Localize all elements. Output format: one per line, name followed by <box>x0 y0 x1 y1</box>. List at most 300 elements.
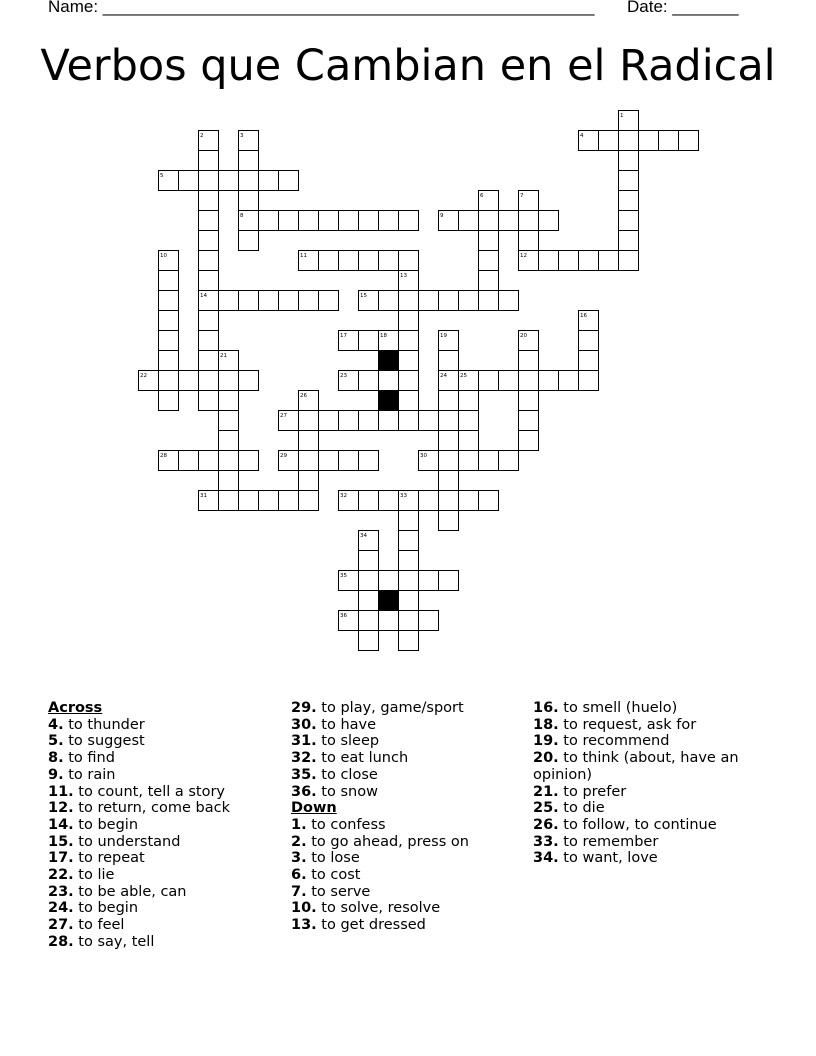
cell-number: 6 <box>480 193 484 199</box>
grid-cell[interactable] <box>219 471 239 491</box>
grid-cell[interactable] <box>319 251 339 271</box>
clue-item <box>533 700 768 717</box>
clue-number: 13. <box>291 917 317 934</box>
grid-cell[interactable] <box>359 491 379 511</box>
cell-number: 12 <box>520 253 527 259</box>
grid-cell[interactable] <box>159 351 179 371</box>
grid-cell[interactable] <box>359 591 379 611</box>
across-heading: Across <box>48 700 103 716</box>
clue-text: to eat lunch <box>321 750 409 767</box>
grid-cell[interactable] <box>339 451 359 471</box>
grid-cell[interactable] <box>619 131 639 151</box>
clue-item <box>291 884 521 901</box>
clue-item <box>48 867 278 884</box>
grid-cell[interactable] <box>659 131 679 151</box>
grid-cell[interactable] <box>339 211 359 231</box>
clue-number: 35. <box>291 766 317 783</box>
black-square <box>379 391 399 411</box>
grid-cell[interactable] <box>399 411 419 431</box>
grid-cell[interactable] <box>519 211 539 231</box>
grid-cell[interactable] <box>459 491 479 511</box>
grid-cell[interactable] <box>479 371 499 391</box>
grid-cell[interactable] <box>239 371 259 391</box>
clue-number: 25. <box>533 800 559 817</box>
grid-cell[interactable] <box>279 291 299 311</box>
grid-cell[interactable] <box>299 211 319 231</box>
clue-text: to solve, resolve <box>321 900 441 917</box>
grid-cell[interactable] <box>399 591 419 611</box>
clue-item <box>48 750 278 767</box>
cell-number: 9 <box>440 213 444 219</box>
clue-item <box>48 784 278 801</box>
grid-cell[interactable] <box>519 431 539 451</box>
clue-text: to prefer <box>563 783 627 800</box>
clue-number: 19. <box>533 733 559 750</box>
clue-text: to begin <box>78 816 139 833</box>
clue-number: 9. <box>48 766 64 783</box>
clue-column-3 <box>533 700 768 867</box>
grid-cell[interactable] <box>239 451 259 471</box>
clue-number: 34. <box>533 850 559 867</box>
cell-number: 34 <box>360 533 367 539</box>
clue-text: to suggest <box>68 733 145 750</box>
grid-cell[interactable] <box>399 631 419 651</box>
grid-cell[interactable] <box>579 331 599 351</box>
cell-number: 11 <box>300 253 307 259</box>
clue-number: 26. <box>533 816 559 833</box>
clue-text: to think (about, have an opinion) <box>533 750 739 783</box>
clue-number: 7. <box>291 883 307 900</box>
grid-cell[interactable] <box>519 231 539 251</box>
cell-number: 3 <box>240 133 244 139</box>
cell-number: 22 <box>140 373 147 379</box>
grid-cell[interactable] <box>519 391 539 411</box>
clue-item <box>48 917 278 934</box>
clue-text: to repeat <box>78 850 145 867</box>
clue-text: to die <box>563 800 605 817</box>
clue-item <box>291 717 521 734</box>
grid-cell[interactable] <box>459 291 479 311</box>
grid-cell[interactable] <box>199 171 219 191</box>
grid-cell[interactable] <box>319 211 339 231</box>
cell-number: 10 <box>160 253 167 259</box>
clue-text: to request, ask for <box>563 716 697 733</box>
grid-cell[interactable] <box>359 371 379 391</box>
cell-number: 35 <box>340 573 347 579</box>
name-field-label: Name: ____________________________________________________ <box>48 0 595 16</box>
clue-number: 4. <box>48 716 64 733</box>
grid-cell[interactable] <box>239 491 259 511</box>
grid-cell[interactable] <box>539 251 559 271</box>
grid-cell[interactable] <box>519 351 539 371</box>
grid-cell[interactable] <box>319 411 339 431</box>
clue-number: 28. <box>48 933 74 950</box>
clue-number: 12. <box>48 800 74 817</box>
grid-cell[interactable] <box>399 371 419 391</box>
grid-cell[interactable] <box>579 251 599 271</box>
grid-cell[interactable] <box>199 391 219 411</box>
cell-number: 21 <box>220 353 227 359</box>
clue-number: 2. <box>291 833 307 850</box>
grid-cell[interactable] <box>679 131 699 151</box>
page-title: Verbos que Cambian en el Radical <box>40 41 776 91</box>
clue-item <box>48 717 278 734</box>
clue-item <box>533 817 768 834</box>
grid-cell[interactable] <box>199 251 219 271</box>
grid-cell[interactable] <box>399 511 419 531</box>
cell-number: 18 <box>380 333 387 339</box>
grid-cell[interactable] <box>319 451 339 471</box>
clue-item <box>291 850 521 867</box>
clue-text: to remember <box>563 833 659 850</box>
clue-item <box>291 784 521 801</box>
grid-cell[interactable] <box>399 291 419 311</box>
grid-cell[interactable] <box>179 451 199 471</box>
grid-cell[interactable] <box>619 251 639 271</box>
grid-cell[interactable] <box>239 151 259 171</box>
grid-cell[interactable] <box>339 411 359 431</box>
clue-number: 17. <box>48 850 74 867</box>
clue-item <box>533 850 768 867</box>
clue-item <box>291 700 521 717</box>
grid-cell[interactable] <box>459 391 479 411</box>
grid-cell[interactable] <box>359 411 379 431</box>
grid-cell[interactable] <box>359 551 379 571</box>
grid-cell[interactable] <box>539 211 559 231</box>
grid-cell[interactable] <box>579 351 599 371</box>
clue-item <box>48 767 278 784</box>
grid-cell[interactable] <box>419 291 439 311</box>
grid-cell[interactable] <box>199 351 219 371</box>
clue-number: 15. <box>48 833 74 850</box>
clue-item <box>533 717 768 734</box>
grid-cell[interactable] <box>299 491 319 511</box>
clue-item <box>48 733 278 750</box>
clue-text: to recommend <box>563 733 670 750</box>
clue-number: 33. <box>533 833 559 850</box>
clue-number: 11. <box>48 783 74 800</box>
cell-number: 27 <box>280 413 287 419</box>
grid-cell[interactable] <box>199 371 219 391</box>
grid-cell[interactable] <box>279 211 299 231</box>
grid-cell[interactable] <box>459 211 479 231</box>
grid-cell[interactable] <box>219 291 239 311</box>
grid-cell[interactable] <box>599 251 619 271</box>
clue-item <box>48 834 278 851</box>
grid-cell[interactable] <box>319 291 339 311</box>
grid-cell[interactable] <box>419 571 439 591</box>
grid-cell[interactable] <box>359 211 379 231</box>
grid-cell[interactable] <box>499 291 519 311</box>
clue-number: 18. <box>533 716 559 733</box>
grid-cell[interactable] <box>399 251 419 271</box>
clue-item <box>48 800 278 817</box>
clue-text: to close <box>321 766 378 783</box>
cell-number: 1 <box>620 113 624 119</box>
clue-number: 22. <box>48 867 74 884</box>
grid-cell[interactable] <box>519 411 539 431</box>
cell-number: 28 <box>160 453 167 459</box>
grid-cell[interactable] <box>439 451 459 471</box>
grid-cell[interactable] <box>519 371 539 391</box>
grid-cell[interactable] <box>239 171 259 191</box>
grid-cell[interactable] <box>619 211 639 231</box>
grid-cell[interactable] <box>219 411 239 431</box>
cell-number: 14 <box>200 293 207 299</box>
down-heading: Down <box>291 800 337 817</box>
grid-cell[interactable] <box>179 371 199 391</box>
clue-text: to have <box>321 716 377 733</box>
grid-cell[interactable] <box>219 371 239 391</box>
cell-number: 31 <box>200 493 207 499</box>
clue-number: 8. <box>48 750 64 767</box>
grid-cell[interactable] <box>439 511 459 531</box>
grid-cell[interactable] <box>439 491 459 511</box>
grid-cell[interactable] <box>299 411 319 431</box>
clue-text: to return, come back <box>78 800 230 817</box>
grid-cell[interactable] <box>199 211 219 231</box>
cell-number: 13 <box>400 273 407 279</box>
clue-text: to want, love <box>563 850 658 867</box>
black-square <box>379 351 399 371</box>
grid-cell[interactable] <box>159 371 179 391</box>
grid-cell[interactable] <box>179 171 199 191</box>
grid-cell[interactable] <box>439 391 459 411</box>
clue-text: to begin <box>78 900 139 917</box>
grid-cell[interactable] <box>439 431 459 451</box>
grid-cell[interactable] <box>239 291 259 311</box>
grid-cell[interactable] <box>479 231 499 251</box>
grid-cell[interactable] <box>359 571 379 591</box>
grid-cell[interactable] <box>479 451 499 471</box>
grid-cell[interactable] <box>279 171 299 191</box>
clue-number: 1. <box>291 816 307 833</box>
black-square <box>379 591 399 611</box>
clue-item <box>533 800 768 817</box>
grid-cell[interactable] <box>219 431 239 451</box>
grid-cell[interactable] <box>199 231 219 251</box>
grid-cell[interactable] <box>619 171 639 191</box>
grid-cell[interactable] <box>259 171 279 191</box>
grid-cell[interactable] <box>479 271 499 291</box>
clue-text: to confess <box>311 816 386 833</box>
grid-cell[interactable] <box>219 391 239 411</box>
clue-item <box>48 817 278 834</box>
grid-cell[interactable] <box>599 131 619 151</box>
grid-cell[interactable] <box>399 571 419 591</box>
grid-cell[interactable] <box>199 331 219 351</box>
grid-cell[interactable] <box>379 371 399 391</box>
grid-cell[interactable] <box>359 251 379 271</box>
grid-cell[interactable] <box>399 331 419 351</box>
grid-cell[interactable] <box>299 451 319 471</box>
grid-cell[interactable] <box>439 571 459 591</box>
grid-cell[interactable] <box>459 411 479 431</box>
clue-text: to rain <box>68 766 116 783</box>
grid-cell[interactable] <box>399 531 419 551</box>
cell-number: 36 <box>340 613 347 619</box>
grid-cell[interactable] <box>419 411 439 431</box>
grid-cell[interactable] <box>379 251 399 271</box>
grid-cell[interactable] <box>239 191 259 211</box>
grid-cell[interactable] <box>379 291 399 311</box>
clue-number: 23. <box>48 883 74 900</box>
cell-number: 32 <box>340 493 347 499</box>
grid-cell[interactable] <box>619 151 639 171</box>
clue-text: to snow <box>321 783 378 800</box>
grid-cell[interactable] <box>399 391 419 411</box>
cell-number: 25 <box>460 373 467 379</box>
clue-item <box>48 934 278 951</box>
cell-number: 33 <box>400 493 407 499</box>
cell-number: 24 <box>440 373 447 379</box>
grid-cell[interactable] <box>499 371 519 391</box>
cell-number: 4 <box>580 133 584 139</box>
grid-cell[interactable] <box>479 491 499 511</box>
clue-text: to be able, can <box>78 883 187 900</box>
grid-cell[interactable] <box>399 311 419 331</box>
grid-cell[interactable] <box>499 211 519 231</box>
clue-item <box>48 850 278 867</box>
grid-cell[interactable] <box>299 431 319 451</box>
grid-cell[interactable] <box>639 131 659 151</box>
grid-cell[interactable] <box>439 291 459 311</box>
grid-cell[interactable] <box>559 371 579 391</box>
grid-cell[interactable] <box>159 291 179 311</box>
grid-cell[interactable] <box>299 471 319 491</box>
grid-cell[interactable] <box>159 391 179 411</box>
clue-column-2 <box>291 700 521 934</box>
cell-number: 20 <box>520 333 527 339</box>
clue-item <box>291 917 521 934</box>
grid-cell[interactable] <box>379 611 399 631</box>
grid-cell[interactable] <box>219 491 239 511</box>
clue-column-1 <box>48 700 278 951</box>
grid-cell[interactable] <box>239 231 259 251</box>
grid-cell[interactable] <box>359 631 379 651</box>
clue-item <box>533 750 768 783</box>
grid-cell[interactable] <box>619 231 639 251</box>
grid-cell[interactable] <box>199 451 219 471</box>
grid-cell[interactable] <box>159 271 179 291</box>
cell-number: 29 <box>280 453 287 459</box>
grid-cell[interactable] <box>279 491 299 511</box>
clue-number: 10. <box>291 900 317 917</box>
grid-cell[interactable] <box>259 211 279 231</box>
grid-cell[interactable] <box>159 331 179 351</box>
clue-text: to thunder <box>68 716 145 733</box>
grid-cell[interactable] <box>459 451 479 471</box>
grid-cell[interactable] <box>359 331 379 351</box>
grid-cell[interactable] <box>159 311 179 331</box>
grid-cell[interactable] <box>379 571 399 591</box>
clue-number: 14. <box>48 816 74 833</box>
grid-cell[interactable] <box>379 211 399 231</box>
grid-cell[interactable] <box>439 351 459 371</box>
grid-cell[interactable] <box>259 291 279 311</box>
clue-text: to smell (huelo) <box>563 700 678 716</box>
grid-cell[interactable] <box>379 411 399 431</box>
clue-text: to get dressed <box>321 917 426 934</box>
clue-text: to understand <box>78 833 181 850</box>
grid-cell[interactable] <box>259 491 279 511</box>
grid-cell[interactable] <box>219 171 239 191</box>
clue-text: to lie <box>78 867 115 884</box>
grid-cell[interactable] <box>359 451 379 471</box>
clue-item <box>291 867 521 884</box>
grid-cell[interactable] <box>199 151 219 171</box>
clue-number: 32. <box>291 750 317 767</box>
clue-text: to go ahead, press on <box>311 833 469 850</box>
grid-cell[interactable] <box>499 451 519 471</box>
clue-number: 30. <box>291 716 317 733</box>
clue-number: 3. <box>291 850 307 867</box>
grid-cell[interactable] <box>439 411 459 431</box>
clue-text: to find <box>68 750 115 767</box>
clue-item <box>291 767 521 784</box>
clue-item <box>291 817 521 834</box>
clue-text: to cost <box>311 867 361 884</box>
cell-number: 2 <box>200 133 204 139</box>
grid-cell[interactable] <box>579 371 599 391</box>
clue-text: to serve <box>311 883 371 900</box>
date-field-label: Date: _______ <box>627 0 739 16</box>
clue-text: to say, tell <box>78 933 155 950</box>
clue-text: to lose <box>311 850 360 867</box>
grid-cell[interactable] <box>379 491 399 511</box>
grid-cell[interactable] <box>399 611 419 631</box>
clue-text: to count, tell a story <box>78 783 226 800</box>
grid-cell[interactable] <box>199 271 219 291</box>
clue-number: 16. <box>533 700 559 716</box>
grid-cell[interactable] <box>399 551 419 571</box>
clue-text: to follow, to continue <box>563 816 717 833</box>
clue-number: 27. <box>48 917 74 934</box>
grid-cell[interactable] <box>199 191 219 211</box>
grid-cell[interactable] <box>539 371 559 391</box>
clue-number: 31. <box>291 733 317 750</box>
cell-number: 23 <box>340 373 347 379</box>
grid-cell[interactable] <box>199 311 219 331</box>
clue-number: 21. <box>533 783 559 800</box>
cell-number: 17 <box>340 333 347 339</box>
grid-cell[interactable] <box>439 471 459 491</box>
grid-cell[interactable] <box>479 211 499 231</box>
grid-cell[interactable] <box>479 291 499 311</box>
grid-cell[interactable] <box>299 291 319 311</box>
clue-number: 5. <box>48 733 64 750</box>
grid-cell[interactable] <box>479 251 499 271</box>
grid-cell[interactable] <box>559 251 579 271</box>
grid-cell[interactable] <box>619 191 639 211</box>
grid-cell[interactable] <box>459 431 479 451</box>
grid-cell[interactable] <box>419 611 439 631</box>
cell-number: 30 <box>420 453 427 459</box>
grid-cell[interactable] <box>419 491 439 511</box>
clue-number: 20. <box>533 750 559 767</box>
clue-item <box>533 834 768 851</box>
grid-cell[interactable] <box>399 211 419 231</box>
clue-item <box>291 750 521 767</box>
clue-number: 29. <box>291 700 317 716</box>
grid-cell[interactable] <box>219 451 239 471</box>
grid-cell[interactable] <box>399 351 419 371</box>
clue-text: to feel <box>78 917 125 934</box>
grid-cell[interactable] <box>359 611 379 631</box>
cell-number: 8 <box>240 213 244 219</box>
grid-cell[interactable] <box>339 251 359 271</box>
clue-number: 24. <box>48 900 74 917</box>
